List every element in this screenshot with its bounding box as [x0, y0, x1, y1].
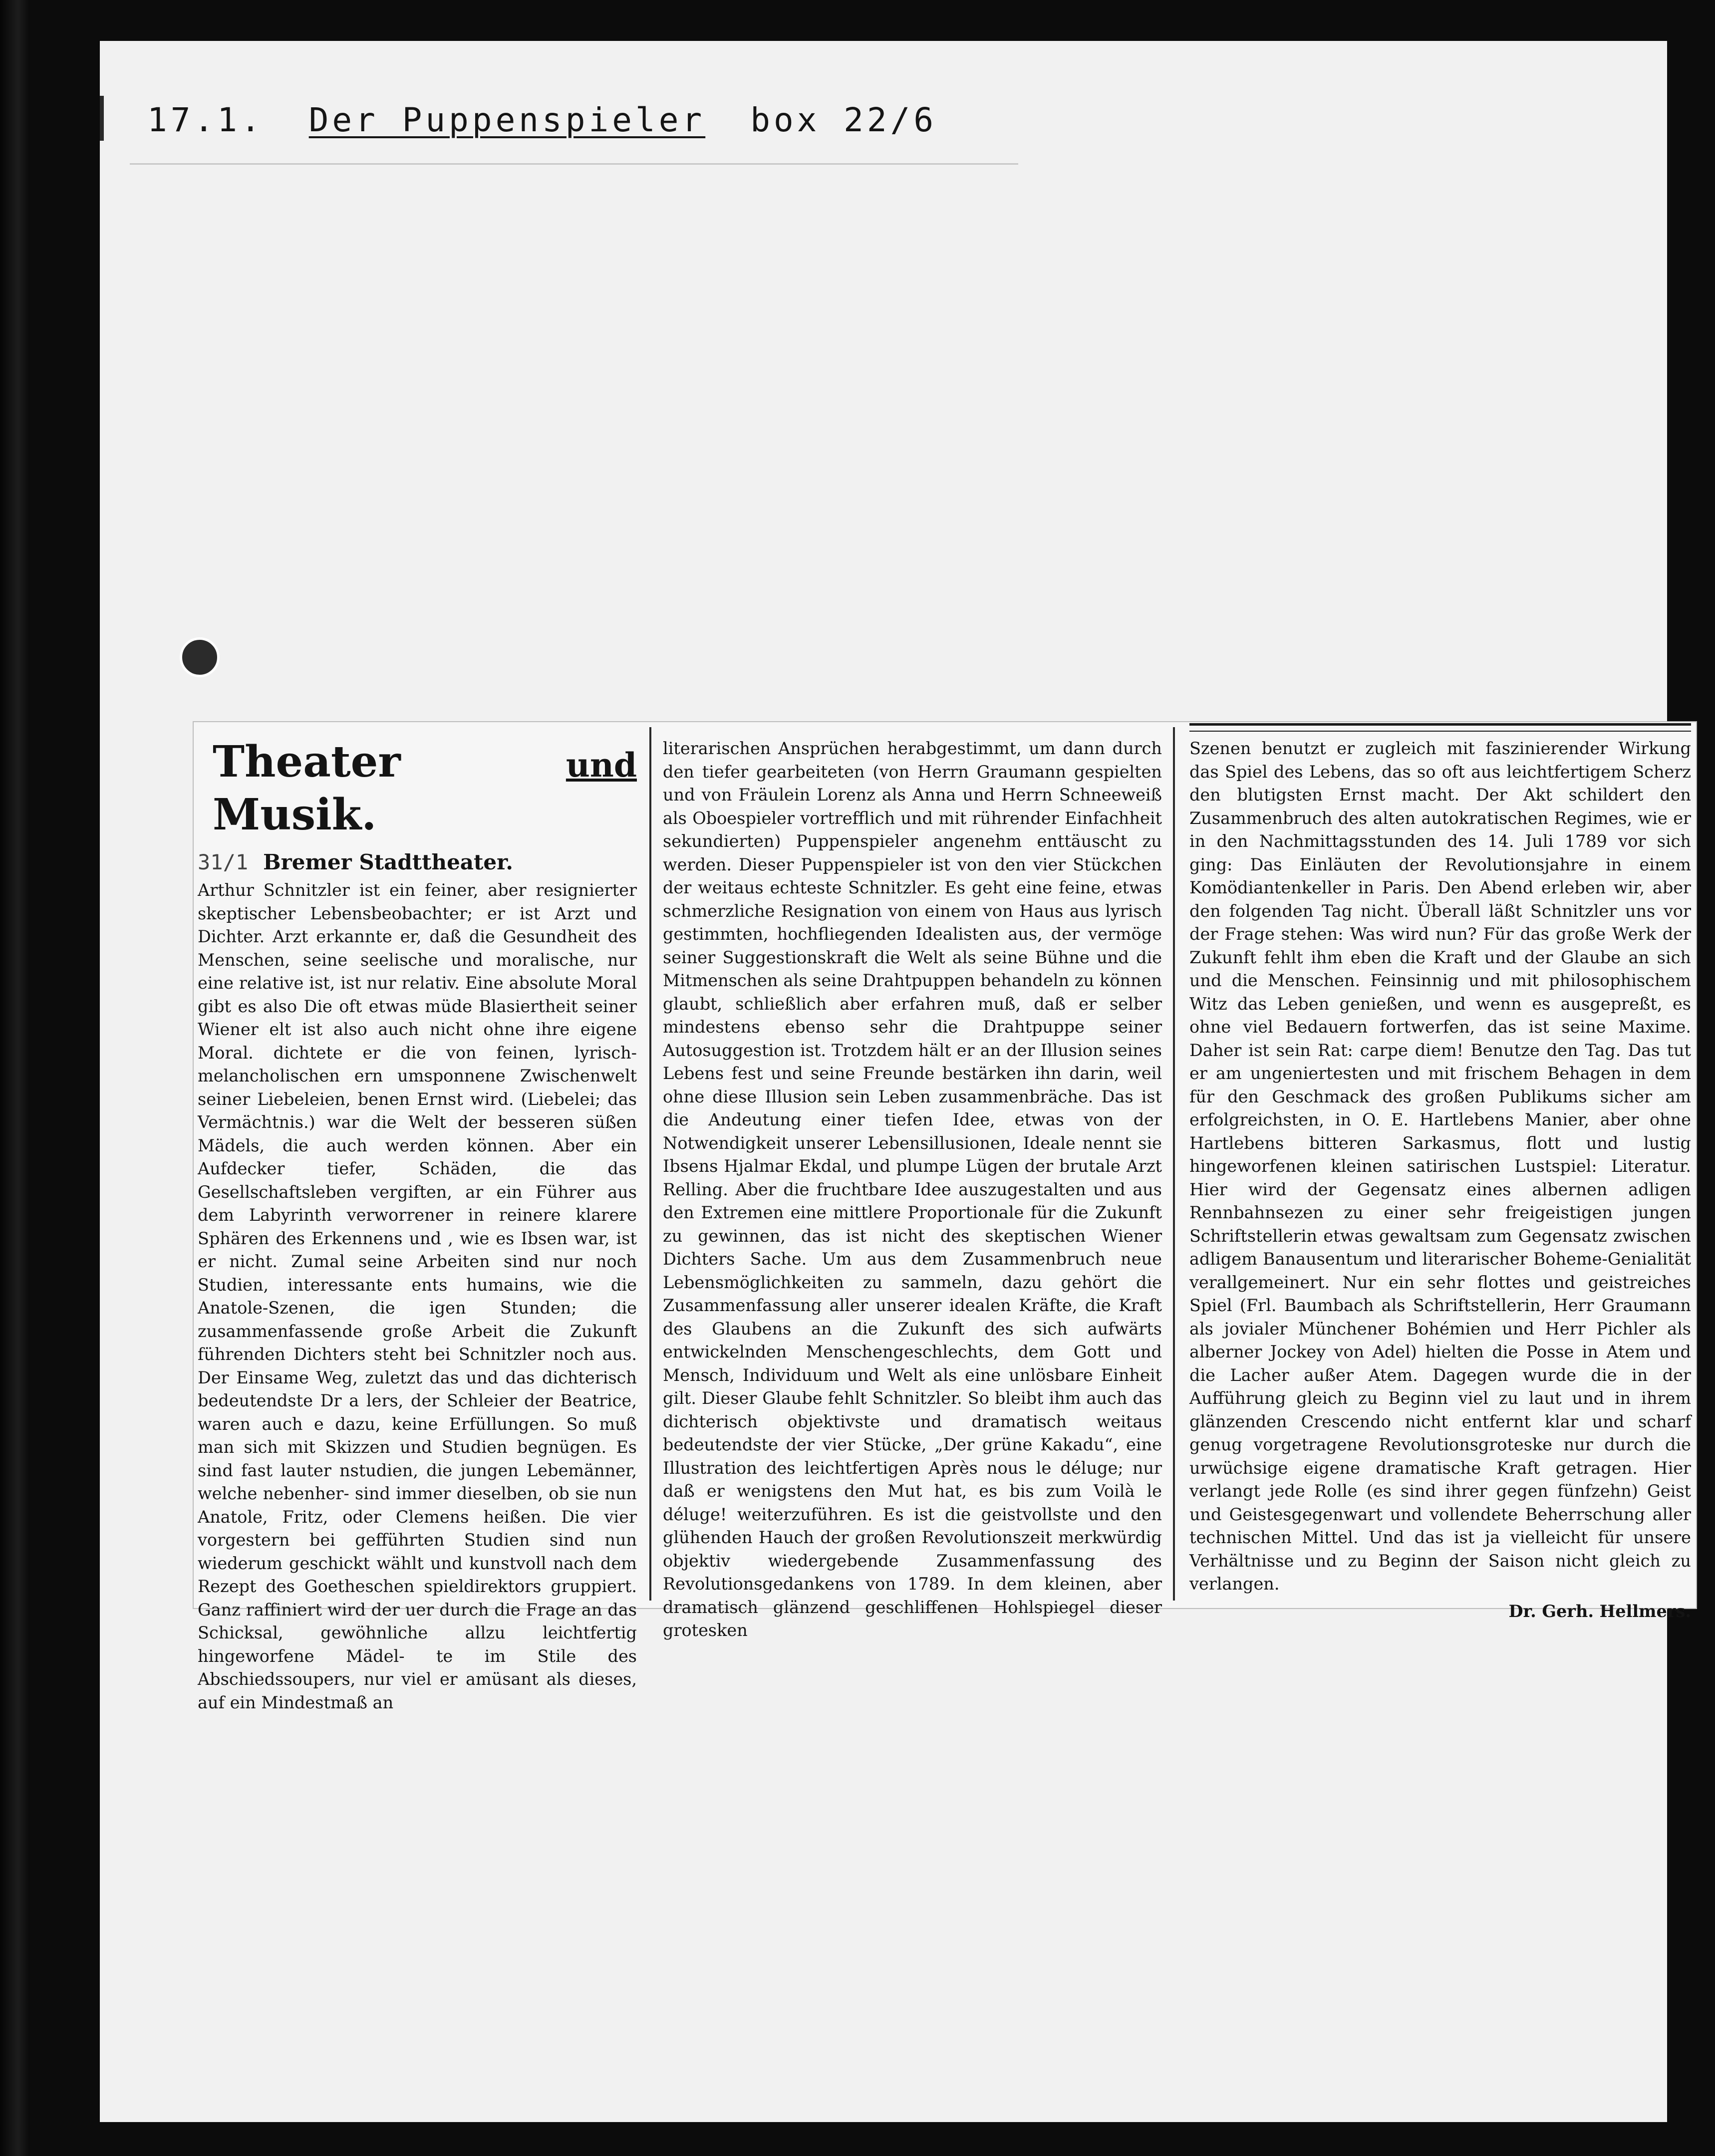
column-2-text: literarischen Ansprüchen herabgestimmt, um dann durch den tiefer gearbeiteten (von Herrn Graumann gespielten und von Fräulein Lorenz als Anna und Herrn Schneeweiß als Oboespieler vortrefflich und mit rührender Einfachheit sekundierten) Puppenspieler angenehm enttäuscht zu werden. Dieser Puppenspieler ist von den vier Stückchen der weitaus echteste Schnitzler. Es geht eine feine, etwas schmerzliche Resignation von einem von Haus aus lyrisch gestimmten, hochfliegenden Idealisten aus, der vermöge seiner Suggestionskraft die Welt als seine Bühne und die Mitmenschen als seine Drahtpuppen behandeln zu können glaubt, schließlich aber erfahren muß, daß er selber mindestens ebenso sehr die Drahtpuppe seiner Autosuggestion ist. Trotzdem hält er an der Illusion seines Lebens fest und seine Freunde bestärken ihn darin, weil ohne diese Illusion sein Leben zusammenbräche. Das ist die Andeutung einer tiefen Idee, etwas von der Notwendigkeit unserer Lebensillusionen, Ideale nennt sie Ibsens Hjalmar Ekdal, und plumpe Lügen der brutale Arzt Relling. Aber die fruchtbare Idee auszugestalten und aus den Extremen eine mittlere Proportionale für die Zukunft zu gewinnen, das ist nicht des skeptischen Wiener Dichters Sache. Um aus dem Zusammenbruch neue Lebensmöglichkeiten zu sammeln, dazu gehört die Zusammenfassung aller unserer idealen Kräfte, die Kraft des Glaubens an die Zukunft des sich aufwärts entwickelnden Menschengeschlechts, dem Gott und Mensch, Individuum und Welt als eine unlösbare Einheit gilt. Dieser Glaube fehlt Schnitzler. So bleibt ihm auch das dichterisch objektivste und dramatisch weitaus bedeutendste der vier Stücke, „Der grüne Kakadu“, eine Illustration des leichtfertigen Après nous le déluge; nur daß er wenigstens den Mut hat, es bis zum Voilà le déluge! weiterzuführen. Es ist die geistvollste und den glühenden Hauch der großen Revolutionszeit merkwürdig objektiv wiedergebende Zusammenfassung des Revolutionsgedankens von 1789. In dem kleinen, aber dramatisch glänzend geschliffenen Hohlspiegel dieser grotesken	[663, 739, 1162, 1640]
article-column-2	[663, 737, 1162, 1640]
article-subheading	[198, 849, 637, 876]
archive-number: 17.1.	[147, 101, 264, 139]
handwritten-date-note: 31/1	[198, 850, 249, 874]
article-column-1	[198, 737, 637, 1712]
heading-theater: Theater	[213, 737, 401, 787]
header-rule	[130, 163, 1018, 165]
page-edge-mark	[100, 96, 104, 141]
archive-header	[147, 101, 937, 139]
newspaper-clipping	[194, 722, 1696, 1712]
archive-page	[100, 41, 1691, 2122]
column-rule	[649, 727, 651, 1601]
column-top-rule	[1189, 723, 1691, 732]
subheading-text: Bremer Stadttheater.	[263, 850, 514, 874]
scanner-edge	[0, 0, 30, 2156]
author-signature: Dr. Gerh. Hellmers.	[1508, 1601, 1691, 1621]
column-3-text: Szenen benutzt er zugleich mit faszinierender Wirkung das Spiel des Lebens, das so oft aus leichtfertigem Scherz den blutigsten Ernst macht. Der Akt schildert den Zusammenbruch des alten autokratischen Regimes, wie er in den Nachmittagsstunden des 14. Juli 1789 vor sich ging: Das Einläuten der Revolutionsjahre in einem Komödiantenkeller in Paris. Den Abend erleben wir, aber den folgenden Tag nicht. Überall läßt Schnitzler uns vor der Frage stehen: Was wird nun? Für das große Werk der Zukunft fehlt ihm eben die Kraft und der Glaube an sich und die Menschen. Feinsinnig und mit philosophischem Witz das Leben genießen, und wenn es ausgepreßt, es ohne viel Bedauern fortwerfen, das ist seine Maxime. Daher ist sein Rat: carpe diem! Benutze den Tag. Das tut er am ungeniertesten und mit frischem Behagen in dem für den Geschmack des großen Publikums sicher am erfolgreichsten, in O. E. Hartlebens Manier, aber ohne Hartlebens bitteren Sarkasmus, flott und lustig hingeworfenen kleinen satirischen Lustspiel: Literatur. Hier wird der Gegensatz eines albernen adligen Rennbahnsezen zu einer sehr freigeistigen jungen Schriftstellerin etwas gewaltsam zum Gegensatz zwischen adligem Banausentum und literarischer Boheme-Genialität verallgemeinert. Nur ein sehr flottes und geistreiches Spiel (Frl. Baumbach als Schriftstellerin, Herr Graumann als jovialer Münchener Bohémien und Herr Pichler als alberner Jockey von Adel) hielten die Posse in Atem und die Lacher außer Atem. Dagegen wurde die in der Aufführung gleich zu Beginn viel zu laut und in ihrem glänzenden Crescendo nicht entfernt klar und scharf genug vorgetragene Revolutionsgroteske nur durch die urwüchsige eigene dramatische Kraft getragen. Hier verlangt jede Rolle (es sind ihrer gegen fünfzehn) Geist und Geistesgegenwart und vollendete Beherrschung aller technischen Mittel. Und das ist ja vielleicht für unsere Verhältnisse und zu Beginn der Saison nicht gleich zu verlangen.	[1189, 739, 1691, 1594]
column-rule	[1173, 727, 1175, 1601]
section-heading	[213, 737, 637, 840]
column-1-text: Arthur Schnitzler ist ein feiner, aber resignierter skeptischer Lebensbeobachter; er ist Arzt und Dichter. Arzt erkannte er, daß die Gesundheit des Menschen, seine seelische und moralische, nur eine relative ist, ist nur relativ. Eine absolute Moral gibt es also Die oft etwas müde Blasiertheit seiner Wiener elt ist also auch nicht ohne ihre eigene Moral. dichtete er die von feinen, lyrisch-melancholischen ern umsponnene Zwischenwelt seiner Liebeleien, benen Ernst wird. (Liebelei; das Vermächtnis.) war die Welt der besseren süßen Mädels, die auch werden können. Aber ein Aufdecker tiefer, Schäden, die das Gesellschaftsleben vergiften, ar ein Führer aus dem Labyrinth verworrener in reinere klarere Sphären des Erkennens und , wie es Ibsen war, ist er nicht. Zumal seine Arbeiten sind nur noch Studien, interessante ents humains, wie die Anatole-Szenen, die igen Stunden; die zusammenfassende große Arbeit die Zukunft führenden Dichters steht bei Schnitzler noch aus. Der Einsame Weg, zuletzt das und das dichterisch bedeutendste Dr a lers, der Schleier der Beatrice, waren auch e dazu, keine Erfüllungen. So muß man sich mit Skizzen und Studien begnügen. Es sind fast lauter nstudien, die jungen Lebemänner, welche nebenher- sind immer dieselben, ob sie nun Anatole, Fritz, oder Clemens heißen. Die vier vorgestern bei gefführten Studien sind nun wiederum geschickt wählt und kunstvoll nach dem Rezept des Goetheschen spieldirektors gruppiert. Ganz raffiniert wird der uer durch die Frage an das Schicksal, gewöhnliche allzu leichtfertig hingeworfene Mädel- te im Stile des Abschiedssoupers, nur viel er amüsant als dieses, auf ein Mindestmaß an	[198, 880, 637, 1712]
heading-und: und	[566, 746, 637, 785]
archive-box-label: box 22/6	[750, 101, 937, 139]
heading-musik: Musik.	[213, 790, 377, 840]
article-column-3	[1189, 737, 1691, 1621]
punch-hole	[180, 637, 220, 677]
archive-title: Der Puppenspieler	[308, 101, 706, 139]
